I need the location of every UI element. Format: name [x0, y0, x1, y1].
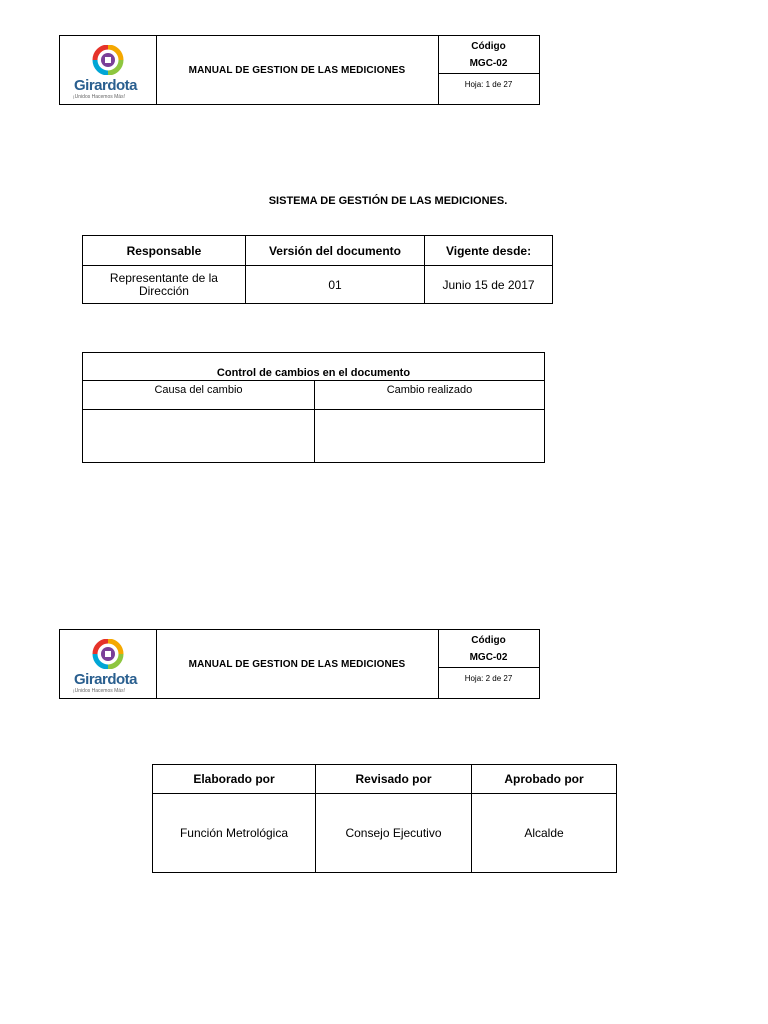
- manual-title: MANUAL DE GESTION DE LAS MEDICIONES: [156, 36, 439, 104]
- column-header: Elaborado por: [153, 765, 316, 794]
- table-cell: Junio 15 de 2017: [425, 266, 553, 304]
- table-cell: Representante de la Dirección: [83, 266, 246, 304]
- version-table: [82, 235, 553, 304]
- code-label: Código: [471, 635, 506, 646]
- page-header-1: [59, 35, 540, 105]
- table-cell: [315, 410, 545, 463]
- code-label: Código: [471, 41, 506, 52]
- column-header: Aprobado por: [472, 765, 617, 794]
- table-cell: [83, 410, 315, 463]
- table-cell: Función Metrológica: [153, 794, 316, 873]
- document-title: SISTEMA DE GESTIÓN DE LAS MEDICIONES.: [268, 195, 508, 207]
- table-cell: Alcalde: [472, 794, 617, 873]
- code-value: MGC-02: [438, 649, 539, 668]
- manual-title: MANUAL DE GESTION DE LAS MEDICIONES: [156, 630, 439, 698]
- column-header: Vigente desde:: [425, 236, 553, 266]
- column-header: Cambio realizado: [315, 381, 545, 410]
- changes-table: [82, 352, 545, 463]
- girardota-logo: [60, 36, 157, 104]
- column-header: Versión del documento: [245, 236, 424, 266]
- page-number: Hoja: 2 de 27: [464, 674, 513, 683]
- page-number: Hoja: 1 de 27: [464, 80, 513, 89]
- brand-name: Girardota: [74, 77, 138, 94]
- code-value: MGC-02: [438, 55, 539, 74]
- logo-ring-icon: [90, 45, 126, 75]
- brand-slogan: ¡Unidos Hacemos Más!: [73, 688, 125, 694]
- table-cell: Consejo Ejecutivo: [316, 794, 472, 873]
- column-header: Causa del cambio: [83, 381, 315, 410]
- table-title: Control de cambios en el documento: [83, 353, 545, 381]
- column-header: Revisado por: [316, 765, 472, 794]
- approval-table: [152, 764, 617, 873]
- brand-name: Girardota: [74, 671, 138, 688]
- code-box: [438, 36, 539, 104]
- column-header: Responsable: [83, 236, 246, 266]
- girardota-logo: [60, 630, 157, 698]
- table-cell: 01: [245, 266, 424, 304]
- page-header-2: [59, 629, 540, 699]
- logo-ring-icon: [90, 639, 126, 669]
- code-box: [438, 630, 539, 698]
- brand-slogan: ¡Unidos Hacemos Más!: [73, 94, 125, 100]
